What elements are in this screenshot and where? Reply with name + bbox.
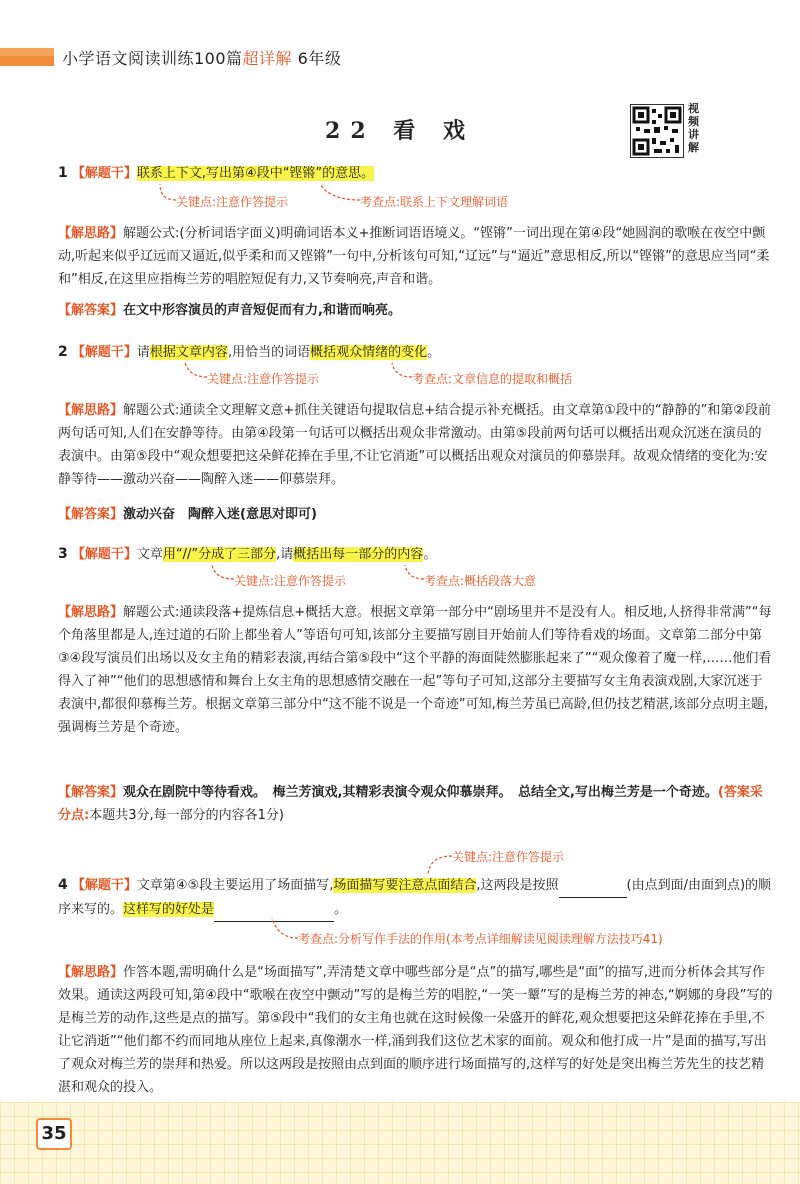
arrow-q2-exam [392, 363, 412, 377]
question-stem: 联系上下文,写出第④段中“铿锵”的意思。 [136, 166, 375, 181]
stem-text: 文章第④⑤段主要运用了场面描写, [136, 878, 334, 893]
question-number: 2 [58, 344, 68, 360]
answer-tag: 【解答案】 [58, 507, 124, 522]
thinking-text: 解题公式:通读全文理解文意+抓住关键语句提取信息+结合提示补充概括。由文章第①段中的“静静的”和第②段前两句话可知,人们在安静等待。由第④段第一句话可以概括出观众非常激动。由第⑤段前两句话可以概括出观众沉迷在演员的表演中。由第⑤段中“观众想要把这朵鲜花捧在手里,不让它消逝”可以概括出观众对演员的仰慕崇拜。故观众情绪的变化为:安静等待——激动兴奋——陶醉入迷——仰慕崇拜。 [58, 403, 771, 487]
thinking-tag: 【解思路】 [58, 605, 124, 620]
series-badge: 超详解 [242, 49, 293, 68]
stem-tag: 【解题干】 [71, 345, 137, 360]
question-4 [58, 874, 774, 922]
thinking-tag: 【解思路】 [58, 226, 124, 241]
exam-point-note: 考查点:文章信息的提取和概括 [412, 372, 573, 386]
key-point-note: 关键点:注意作答提示 [176, 195, 289, 209]
stem-tag: 【解题干】 [71, 166, 137, 181]
blank-order-input[interactable] [559, 874, 627, 898]
page-number: 35 [36, 1118, 72, 1150]
grade-label: 6年级 [297, 49, 342, 68]
header-accent-bar-dark [0, 56, 54, 66]
page-title: 22 看 戏 [325, 118, 475, 144]
arrow-q2-key [185, 363, 207, 377]
stem-text: 请 [136, 345, 150, 360]
question-3 [58, 543, 774, 566]
exam-point-note: 考查点:联系上下文理解词语 [360, 195, 509, 209]
arrow-q1-exam [320, 184, 360, 200]
thinking-tag: 【解思路】 [58, 403, 124, 418]
thinking-text: 作答本题,需明确什么是“场面描写”,弄清楚文章中哪些部分是“点”的描写,哪些是“面”的描写,进而分析体会其写作效果。通读这两段可知,第④段中“歌喉在夜空中颤动”写的是梅兰芳的唱腔,“一笑一颦”写的是梅兰芳的神态,“婀娜的身段”写的是梅兰芳的动作,这些是点的描写。第⑤段中“我们的女主角也就在这时候像一朵盛开的鲜花,观众想要把这朵鲜花捧在手里,不让它消逝”“他们都不约而同地从座位上起来,真像潮水一样,涌到我们这位艺术家的面前。观众和他打成一片”是面的描写,写出了观众对梅兰芳的崇拜和热爱。所以这两段是按照由点到面的顺序进行场面描写的,这样写的好处是突出梅兰芳先生的技艺精湛和观众的投入。 [58, 965, 773, 1095]
arrow-q4-key [428, 856, 452, 874]
qr-code-icon [631, 105, 683, 157]
answer-tag: 【解答案】 [58, 303, 124, 318]
exam-point-note: 考查点:概括段落大意 [424, 574, 537, 588]
answer-tag: 【解答案】 [58, 785, 124, 800]
answer-3 [58, 781, 774, 827]
qr-video-label: 视频讲解 [688, 102, 699, 154]
key-point-note: 关键点:注意作答提示 [234, 574, 347, 588]
thinking-text: 解题公式:通读段落+提炼信息+概括大意。根据文章第一部分中“剧场里并不是没有人。相反地,人挤得非常满”“每个角落里都是人,连过道的石阶上都坐着人”等语句可知,该部分主要描写剧目开始前人们等待看戏的场面。文章第二部分中第③④段写演员们出场以及女主角的精彩表演,再结合第⑤段中“这个平静的海面陡然膨胀起来了”“观众像着了魔一样,……他们看得入了神”“他们的思想感情和舞台上女主角的思想感情交融在一起”等句子可知,这部分主要描写女主角表演戏剧,大家沉迷于表演中,都很仰慕梅兰芳。根据文章第三部分中“这不能不说是一个奇迹”可知,梅兰芳虽已高龄,但仍技艺精湛,该部分点明主题,强调梅兰芳是个奇迹。 [58, 605, 772, 735]
question-2 [58, 341, 774, 364]
thinking-3 [58, 601, 774, 739]
arrow-q3-exam [405, 565, 424, 579]
answer-text: 激动兴奋 陶醉入迷(意思对即可) [123, 507, 317, 522]
score-tag: (答案采分点: [58, 785, 763, 823]
thinking-4 [58, 961, 774, 1099]
stem-text: ,请 [276, 547, 294, 562]
question-number: 4 [58, 877, 68, 893]
stem-text: 。 [334, 902, 348, 917]
blank-benefit-input[interactable] [214, 898, 334, 922]
stem-text: ,用恰当的词语 [227, 345, 311, 360]
answer-text: 在文中形容演员的声音短促而有力,和谐而响亮。 [123, 303, 401, 318]
qr-code[interactable] [630, 104, 684, 158]
page-footer [0, 1102, 800, 1184]
stem-text: 。 [423, 547, 437, 562]
arrow-q1-key [160, 184, 176, 200]
thinking-tag: 【解思路】 [58, 965, 124, 980]
thinking-2 [58, 399, 774, 491]
stem-highlight: 概括出每一部分的内容 [293, 547, 424, 562]
running-header [62, 46, 341, 69]
score-note: 本题共3分,每一部分的内容各1分) [89, 808, 284, 823]
question-number: 1 [58, 165, 68, 181]
stem-tag: 【解题干】 [71, 547, 137, 562]
stem-highlight: 根据文章内容 [149, 345, 228, 360]
stem-text: 文章 [136, 547, 163, 562]
question-number: 3 [58, 546, 68, 562]
stem-highlight: 概括观众情绪的变化 [310, 345, 428, 360]
key-point-note: 关键点:注意作答提示 [207, 372, 320, 386]
thinking-1 [58, 222, 774, 291]
stem-highlight: 这样写的好处是 [123, 902, 215, 917]
stem-text: ,这两段是按照 [476, 878, 559, 893]
stem-text: (由点到面/由面到点)的顺序来写的。 [58, 878, 772, 917]
exam-point-note: 考查点:分析写作手法的作用(本考点详细解读见阅读理解方法技巧41) [298, 932, 663, 946]
stem-tag: 【解题干】 [71, 878, 137, 893]
stem-highlight: 场面描写要注意点面结合 [333, 878, 477, 893]
answer-1 [58, 299, 774, 322]
stem-text: 。 [427, 345, 441, 360]
series-title: 小学语文阅读训练100篇 [62, 49, 243, 68]
question-1 [58, 162, 774, 185]
stem-highlight: 用“//”分成了三部分 [162, 547, 277, 562]
answer-text: 观众在剧院中等待看戏。 梅兰芳演戏,其精彩表演令观众仰慕崇拜。 总结全文,写出梅兰芳是一个奇迹。 [123, 785, 718, 800]
arrow-q3-key [212, 565, 234, 579]
thinking-text: 解题公式:(分析词语字面义)明确词语本义+推断词语语境义。“铿锵”一词出现在第④段“她圆润的歌喉在夜空中颤动,听起来似乎辽远而又逼近,似乎柔和而又铿锵”一句中,分析该句可知,“辽远”与“逼近”意思相反,所以“铿锵”的意思应当同“柔和”相反,在这里应指梅兰芳的唱腔短促有力,又节奏响亮,声音和谐。 [58, 226, 770, 287]
answer-2 [58, 503, 774, 526]
key-point-note: 关键点:注意作答提示 [452, 850, 565, 864]
